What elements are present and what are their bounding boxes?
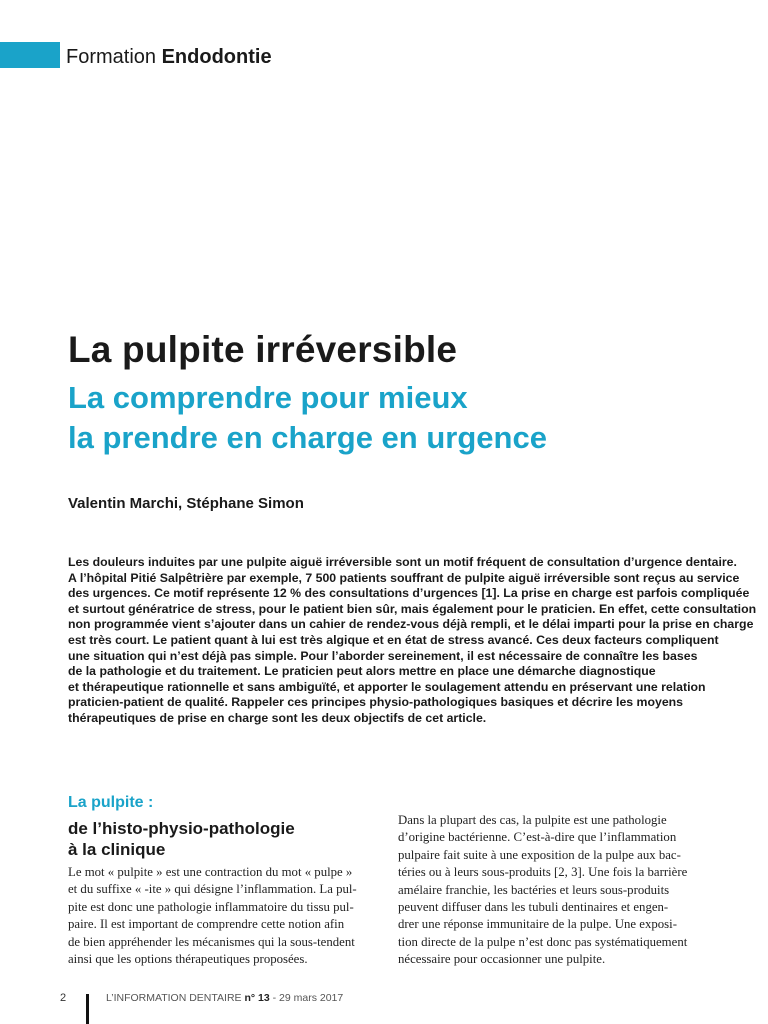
rubric-category: Formation [66,46,157,68]
footer-vertical-rule [86,994,89,1024]
body-line: peuvent diffuser dans les tubuli dentinaires et engen- [398,900,669,915]
abstract-line: praticien-patient de qualité. Rappeler ces principes physio-pathologiques basiques et décrire les moyens [68,695,684,710]
body-line: nécessaire pour occasionner une pulpite. [398,952,606,967]
subtitle-line: la prendre en charge en urgence [68,420,547,455]
article-subtitle [68,378,547,458]
body-line: téries ou à leurs sous-produits [2, 3]. Une fois la barrière [398,865,688,880]
abstract-line: de la pathologie et du traitement. Le praticien peut alors mettre en place une démarche diagnostique [68,664,656,679]
abstract-line: et surtout génératrice de stress, pour le patient bien sûr, mais également pour le praticien. En effet, cette consultation [68,601,757,616]
page-number: 2 [60,992,67,1004]
body-line: Le mot « pulpite » est une contraction du mot « pulpe » [68,865,353,879]
section-lead: La pulpite : [68,794,154,811]
issue-number: n° 13 [244,992,270,1004]
issue-date: - 29 mars 2017 [269,992,344,1004]
body-line: tion directe de la pulpe n’est donc pas systématiquement [398,934,688,949]
abstract-line: une situation qui n’est déjà pas simple. Pour l’aborder sereinement, il est nécessaire de connaître les bases [68,648,698,663]
article-title: La pulpite irréversible [68,329,458,370]
body-line: amélaire franchie, les bactéries et leurs sous-produits [398,882,670,897]
body-line: et du suffixe « -ite » qui désigne l’inflammation. La pul- [68,882,357,897]
journal-footer [106,991,343,1005]
section-heading-line: de l’histo-physio-pathologie [68,819,295,838]
abstract-line: des urgences. Ce motif représente 12 % des consultations d’urgences [1]. La prise en charge est parfois compliquée [68,586,750,601]
abstract-line: thérapeutiques de prise en charge sont les deux objectifs de cet article. [68,710,487,725]
body-line: drer une réponse immunitaire de la pulpe. Une exposi- [398,917,677,932]
body-line: d’origine bactérienne. C’est-à-dire que l’inflammation [398,830,677,845]
abstract-line: A l’hôpital Pitié Salpêtrière par exemple, 7 500 patients souffrant de pulpite aiguë irréversible sont reçus au service [68,570,740,585]
body-column-left [68,864,368,968]
section-heading [68,818,295,860]
rubric-color-bar [0,42,60,68]
body-line: Dans la plupart des cas, la pulpite est une pathologie [398,813,667,827]
body-line: paire. Il est important de comprendre cette notion afin [68,917,345,932]
body-line: pite est donc une pathologie inflammatoire du tissu pul- [68,899,354,914]
subtitle-line: La comprendre pour mieux [68,380,468,415]
body-line: de bien appréhender les mécanismes qui la sous-tendent [68,934,355,949]
abstract-line: et thérapeutique rationnelle et sans ambiguïté, et apporter le soulagement attendu en préservant une relation [68,679,706,694]
rubric-topic: Endodontie [161,46,272,68]
section-rubric [66,44,272,70]
abstract-line: est très court. Le patient quant à lui est très algique et en état de stress avancé. Ces deux facteurs compliquent [68,632,719,647]
abstract-line: Les douleurs induites par une pulpite aiguë irréversible sont un motif fréquent de consultation d’urgence dentaire. [68,555,737,569]
article-abstract [68,555,757,727]
section-heading-line: à la clinique [68,840,166,859]
body-line: ainsi que les options thérapeutiques proposées. [68,952,308,967]
article-authors: Valentin Marchi, Stéphane Simon [68,495,304,512]
abstract-line: non programmée vient s’ajouter dans un cahier de rendez-vous déjà rempli, et le délai imparti pour la prise en charge [68,617,754,632]
body-line: pulpaire fait suite à une exposition de la pulpe aux bac- [398,847,681,862]
journal-name: L’INFORMATION DENTAIRE [106,992,242,1004]
body-column-right [398,812,703,969]
